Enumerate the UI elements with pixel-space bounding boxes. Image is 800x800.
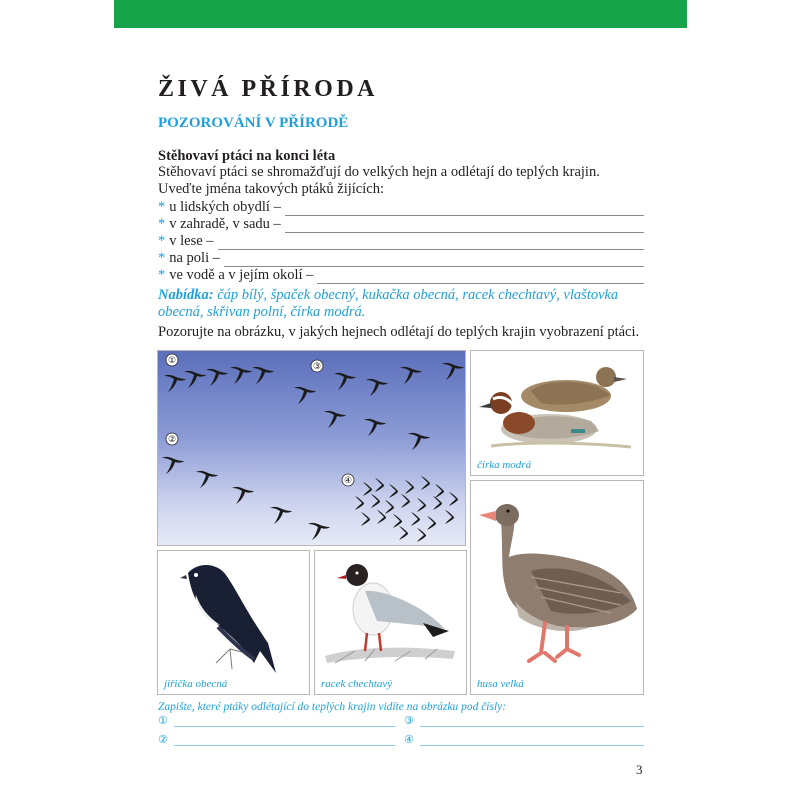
bird-silhouette xyxy=(400,367,422,384)
habitat-label: na poli – xyxy=(169,250,220,266)
goose-illustration xyxy=(471,481,644,676)
answer-line[interactable] xyxy=(285,220,644,233)
bird-silhouette xyxy=(184,371,206,388)
bullet-star-icon: * xyxy=(158,233,166,249)
martin-picture-frame xyxy=(157,550,310,695)
bullet-star-icon: * xyxy=(158,199,166,215)
bullet-star-icon: * xyxy=(158,267,166,283)
habitat-answer-row xyxy=(158,199,644,216)
flocks-svg xyxy=(158,351,466,546)
intro-text-line-1: Stěhovaví ptáci se shromažďují do velkých hejn a odlétají do teplých krajin. xyxy=(158,164,600,180)
bird-silhouette xyxy=(270,507,292,524)
bird-silhouette xyxy=(230,367,252,384)
top-color-bar xyxy=(114,0,687,28)
answer-row-3 xyxy=(404,713,644,727)
topic-heading: Stěhovaví ptáci na konci léta xyxy=(158,148,336,164)
answer-line[interactable] xyxy=(224,254,644,267)
bird-silhouette xyxy=(366,379,388,396)
flock-number-1: ① xyxy=(167,356,177,366)
flock-sky-illustration xyxy=(157,350,466,546)
answer-line[interactable] xyxy=(420,736,644,746)
bullet-star-icon: * xyxy=(158,250,166,266)
habitat-label: ve vodě a v jejím okolí – xyxy=(169,267,314,283)
gull-picture-frame xyxy=(314,550,467,695)
answer-line[interactable] xyxy=(317,271,644,284)
habitat-label: v zahradě, v sadu – xyxy=(169,216,281,232)
teal-illustration xyxy=(471,351,644,461)
answer-line[interactable] xyxy=(174,717,395,727)
bird-silhouette xyxy=(308,523,330,540)
martin-caption: jiřička obecná xyxy=(164,678,228,690)
habitat-answer-row xyxy=(158,267,644,284)
answer-row-4 xyxy=(404,732,644,746)
bird-silhouette xyxy=(162,457,184,474)
answer-number-4: ④ xyxy=(404,733,414,746)
page-number: 3 xyxy=(636,762,643,777)
flock-number-3: ③ xyxy=(312,362,322,372)
answer-number-1: ① xyxy=(158,714,168,727)
habitat-answer-row xyxy=(158,250,644,267)
bird-silhouette xyxy=(196,471,218,488)
habitat-answer-row xyxy=(158,233,644,250)
habitat-label: v lese – xyxy=(169,233,214,249)
habitat-label: u lidských obydlí – xyxy=(169,199,281,215)
swift-flock xyxy=(355,476,458,542)
goose-caption: husa velká xyxy=(477,678,524,690)
bird-silhouette xyxy=(164,375,186,392)
flock-number-4: ④ xyxy=(343,476,353,486)
offer-text: čáp bílý, špaček obecný, kukačka obecná, racek chechtavý, vlaštovka obecná, skřivan polní, čírka modrá. xyxy=(158,287,619,320)
teal-caption: čírka modrá xyxy=(477,459,532,471)
answer-line[interactable] xyxy=(285,203,644,216)
intro-text-line-2: Uveďte jména takových ptáků žijících: xyxy=(158,181,384,197)
martin-illustration xyxy=(158,551,310,676)
answer-row-2 xyxy=(158,732,395,746)
answer-row-1 xyxy=(158,713,395,727)
observe-instruction: Pozorujte na obrázku, v jakých hejnech odlétají do teplých krajin vyobrazení ptáci. xyxy=(158,324,640,340)
bird-silhouette xyxy=(294,387,316,404)
gull-caption: racek chechtavý xyxy=(321,678,393,690)
bird-silhouette xyxy=(442,363,464,380)
answer-number-2: ② xyxy=(158,733,168,746)
bird-silhouette xyxy=(252,367,274,384)
habitat-answer-row xyxy=(158,216,644,233)
offer-label: Nabídka: xyxy=(158,287,214,303)
bird-silhouette xyxy=(364,419,386,436)
answer-line[interactable] xyxy=(174,736,395,746)
bullet-star-icon: * xyxy=(158,216,166,232)
goose-picture-frame xyxy=(470,480,644,695)
page-title: ŽIVÁ PŘÍRODA xyxy=(158,76,379,102)
bird-silhouette xyxy=(334,373,356,390)
answer-number-3: ③ xyxy=(404,714,414,727)
section-subtitle: POZOROVÁNÍ V PŘÍRODĚ xyxy=(158,115,349,131)
offer-list xyxy=(158,287,648,321)
answer-line[interactable] xyxy=(420,717,644,727)
gull-illustration xyxy=(315,551,467,676)
bird-silhouette xyxy=(408,433,430,450)
flock-number-2: ② xyxy=(167,435,177,445)
task-instruction: Zapište, které ptáky odlétající do teplých krajin vidíte na obrázku pod čísly: xyxy=(158,701,507,713)
answer-line[interactable] xyxy=(218,237,644,250)
bird-silhouette xyxy=(324,411,346,428)
bird-silhouette xyxy=(206,369,228,386)
bird-silhouette xyxy=(232,487,254,504)
teal-picture-frame xyxy=(470,350,644,476)
